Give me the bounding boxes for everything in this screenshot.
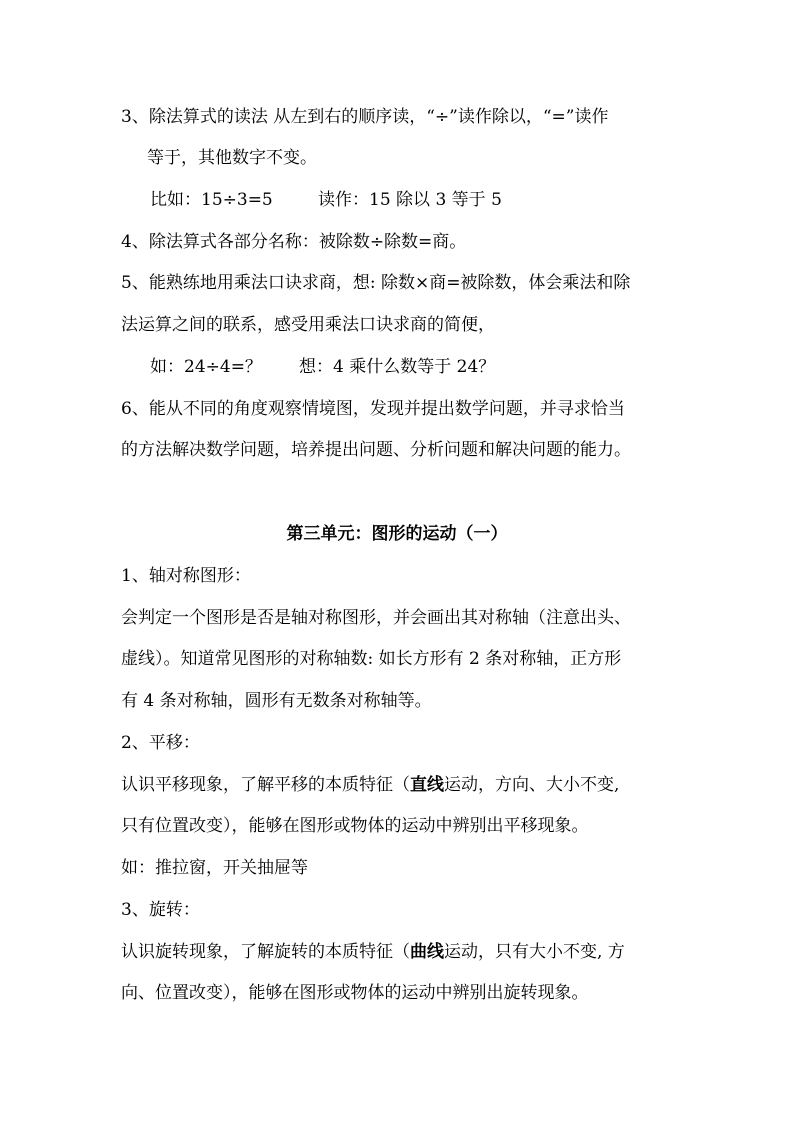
unit3-sec1-line1: 会判定一个图形是否是轴对称图形，并会画出其对称轴（注意出头、	[121, 608, 631, 628]
unit3-sec3-heading: 3、旋转：	[121, 900, 200, 920]
unit3-title: 第三单元：图形的运动（一）	[286, 524, 508, 544]
item5-line2: 法运算之间的联系，感受用乘法口诀求商的简便，	[121, 315, 495, 335]
item5-line1: 5、能熟练地用乘法口诀求商，想: 除数×商=被除数，体会乘法和除	[121, 273, 631, 293]
unit3-sec2-line1-pre: 认识平移现象，了解平移的本质特征（	[121, 775, 410, 795]
item4-line1: 4、除法算式各部分名称：被除数÷除数=商。	[121, 232, 467, 252]
unit3-sec3-line1	[121, 940, 625, 964]
item5-example-thought: 想：4 乘什么数等于 24？	[299, 357, 496, 377]
unit3-sec3-line1-post: 运动，只有大小不变, 方	[444, 942, 625, 962]
unit3-sec3-line1-bold: 曲线	[410, 942, 444, 962]
unit3-sec2-heading: 2、平移：	[121, 733, 200, 753]
unit3-sec1-line2: 虚线）。知道常见图形的对称轴数: 如长方形有 2 条对称轴，正方形	[121, 649, 622, 669]
item3-example-label: 比如：15÷3=5	[150, 190, 273, 210]
unit3-sec3-line2: 向、位置改变），能够在图形或物体的运动中辨别出旋转现象。	[121, 983, 589, 1003]
item3-example-reading: 读作：15 除以 3 等于 5	[318, 190, 502, 210]
item6-line2: 的方法解决数学问题，培养提出问题、分析问题和解决问题的能力。	[121, 440, 631, 460]
unit3-sec2-line1-bold: 直线	[410, 775, 444, 795]
unit3-sec2-line1-post: 运动，方向、大小不变,	[444, 775, 620, 795]
unit3-sec2-line1	[121, 773, 619, 797]
unit3-sec2-line3: 如：推拉窗，开关抽屉等	[121, 858, 308, 878]
unit3-sec2-line2: 只有位置改变），能够在图形或物体的运动中辨别出平移现象。	[121, 816, 589, 836]
item5-example-label: 如：24÷4=？	[150, 357, 262, 377]
item3-line1: 3、除法算式的读法 从左到右的顺序读，“÷”读作除以，“=”读作	[121, 107, 609, 127]
unit3-sec3-line1-pre: 认识旋转现象，了解旋转的本质特征（	[121, 942, 410, 962]
item6-line1: 6、能从不同的角度观察情境图，发现并提出数学问题，并寻求恰当	[121, 399, 625, 419]
unit3-sec1-heading: 1、轴对称图形：	[121, 566, 251, 586]
item3-line2: 等于，其他数字不变。	[147, 148, 317, 168]
unit3-sec1-line3: 有 4 条对称轴，圆形有无数条对称轴等。	[121, 691, 432, 711]
